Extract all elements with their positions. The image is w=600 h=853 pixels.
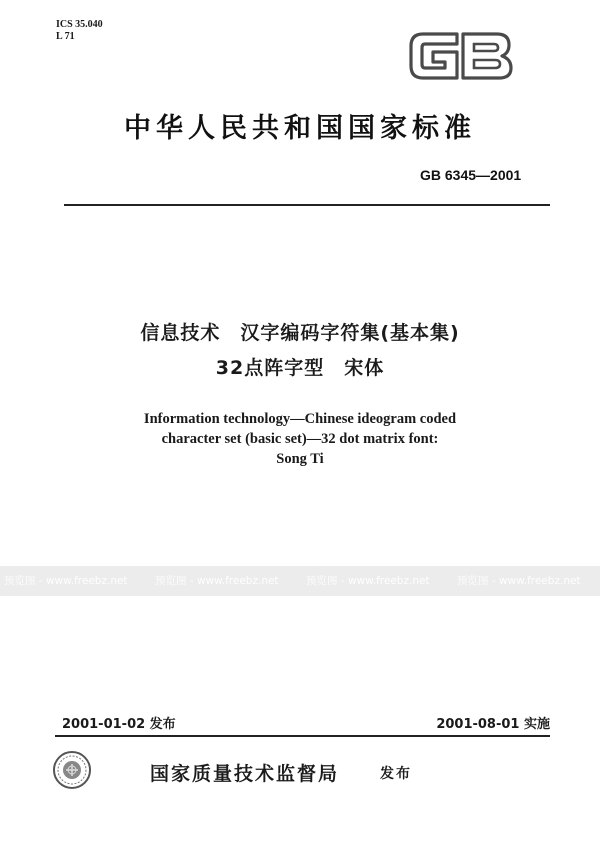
footer-divider: [55, 735, 550, 737]
classification-code: L 71: [56, 31, 75, 42]
title-english-line-1: Information technology—Chinese ideogram coded: [143, 411, 457, 427]
title-english: [0, 409, 600, 469]
implementation-date: 2001-08-01 实施: [436, 717, 550, 732]
title-chinese-line-1: 信息技术 汉字编码字符集(基本集): [140, 322, 460, 344]
title-english-line-2: character set (basic set)—32 dot matrix font:: [161, 431, 439, 447]
national-standard-heading: 中华人民共和国国家标准: [124, 113, 476, 144]
issue-date: 2001-01-02 发布: [62, 717, 176, 732]
seal-emblem: [52, 750, 92, 790]
ics-code-block: [56, 19, 103, 43]
ics-code: ICS 35.040: [56, 19, 103, 30]
seal-icon: [52, 750, 92, 790]
title-chinese-line-2: 32点阵字型 宋体: [215, 357, 385, 379]
gb-logo: [405, 26, 517, 86]
watermark-text: 预览图 - www.freebz.net: [155, 575, 279, 587]
watermark-text: 预览图 - www.freebz.net: [4, 575, 128, 587]
watermark-text: 预览图 - www.freebz.net: [306, 575, 430, 587]
header-divider: [64, 204, 550, 206]
standard-number: GB 6345—2001: [420, 167, 522, 183]
issuing-authority-suffix: 发布: [380, 766, 412, 782]
issuing-authority: 国家质量技术监督局: [150, 763, 340, 785]
gb-logo-graphic: [405, 26, 517, 86]
title-english-line-3: Song Ti: [276, 451, 324, 467]
watermark-text: 预览图 - www.freebz.net: [457, 575, 581, 587]
watermark-band: [0, 566, 600, 596]
